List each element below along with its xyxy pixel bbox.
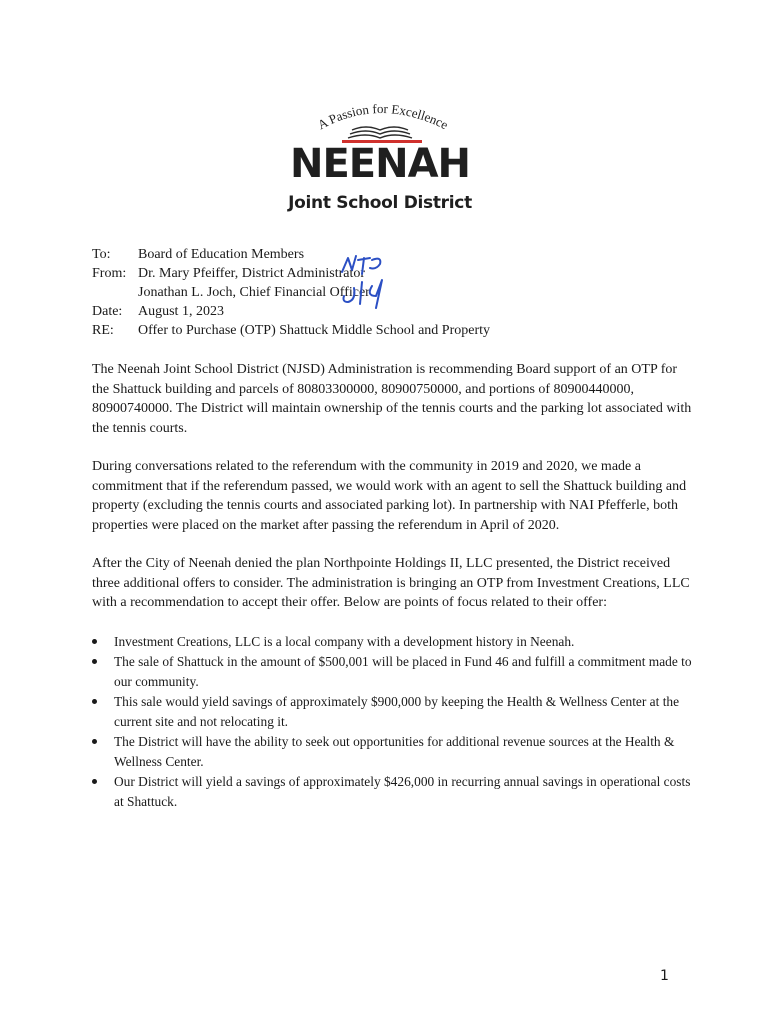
list-item: The sale of Shattuck in the amount of $500,001 will be placed in Fund 46 and fulfill a commitment made to our community. xyxy=(92,652,692,691)
list-item: Investment Creations, LLC is a local company with a development history in Neenah. xyxy=(92,632,692,652)
memo-re-row xyxy=(92,321,490,340)
handwritten-initials xyxy=(336,252,416,312)
district-logo xyxy=(280,100,480,220)
re-value: Offer to Purchase (OTP) Shattuck Middle School and Property xyxy=(138,323,491,338)
memo-to-row xyxy=(92,245,490,264)
district-subtitle: Joint School District xyxy=(288,193,472,213)
date-value: August 1, 2023 xyxy=(138,304,224,319)
from-label: From: xyxy=(92,266,127,281)
memo-from-row xyxy=(92,264,490,283)
list-item: The District will have the ability to seek out opportunities for additional revenue sources at the Health & Wellness Center. xyxy=(92,732,692,771)
to-label: To: xyxy=(92,247,111,262)
book-icon xyxy=(348,127,412,138)
list-item: This sale would yield savings of approximately $900,000 by keeping the Health & Wellness Center at the current site and not relocating it. xyxy=(92,692,692,731)
district-name: NEENAH xyxy=(289,141,471,187)
from-value-1: Dr. Mary Pfeiffer, District Administrator xyxy=(138,266,366,281)
logo-tagline: A Passion for Excellence xyxy=(315,100,451,133)
paragraph: After the City of Neenah denied the plan Northpointe Holdings II, LLC presented, the District received three additional offers to consider. The administration is bringing an OTP from Investment Creations, LLC with a recommendation to accept their offer. Below are points of focus related to their offer: xyxy=(92,556,690,610)
memo-body xyxy=(92,360,692,812)
date-label: Date: xyxy=(92,304,123,319)
re-label: RE: xyxy=(92,323,114,338)
memo-header xyxy=(92,245,490,340)
to-value: Board of Education Members xyxy=(138,247,305,262)
memo-from-row-2 xyxy=(92,283,490,302)
memo-date-row xyxy=(92,302,490,321)
page-number: 1 xyxy=(660,968,669,984)
offer-points-list xyxy=(92,632,692,812)
paragraph: The Neenah Joint School District (NJSD) Administration is recommending Board support of an OTP for the Shattuck building and parcels of 80803300000, 80900750000, and portions of 80900440000, 80900740000. The District will maintain ownership of the tennis courts and the parking lot associated with the tennis courts. xyxy=(92,362,692,436)
list-item: Our District will yield a savings of approximately $426,000 in recurring annual savings in operational costs at Shattuck. xyxy=(92,772,692,811)
paragraph: During conversations related to the referendum with the community in 2019 and 2020, we made a commitment that if the referendum passed, we would work with an agent to sell the Shattuck building and property (excluding the tennis courts and associated parking lot). In partnership with NAI Pfefferle, both properties were placed on the market after passing the referendum in April of 2020. xyxy=(92,459,687,533)
from-value-2: Jonathan L. Joch, Chief Financial Officer xyxy=(138,285,370,300)
